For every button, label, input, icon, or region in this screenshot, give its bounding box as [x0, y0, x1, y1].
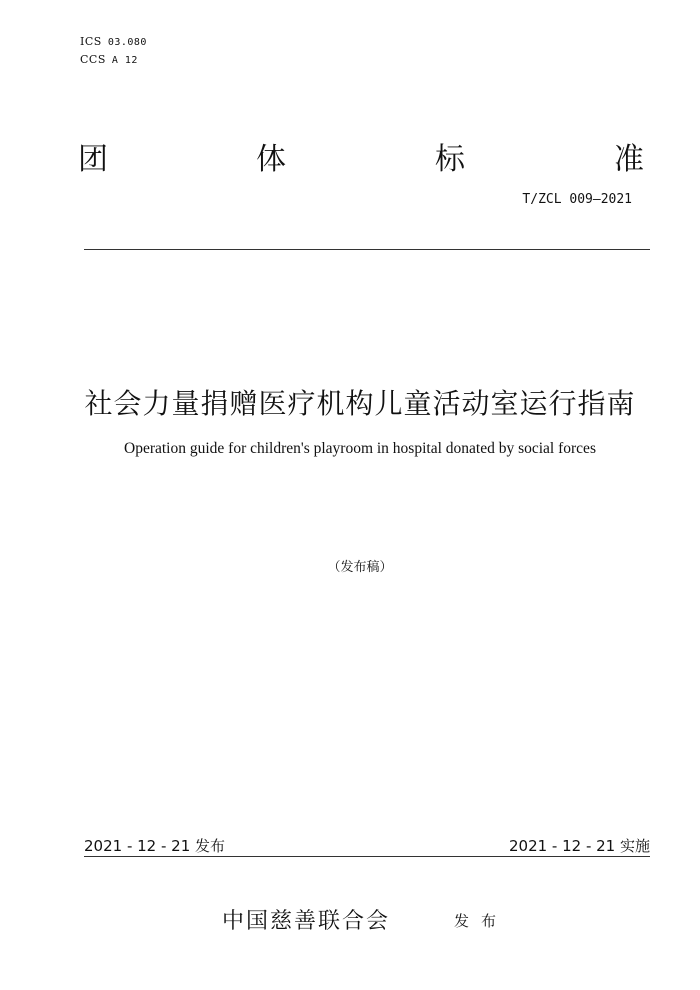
- draft-status: （发布稿）: [327, 560, 393, 575]
- group-standard-char-4: 准: [614, 142, 644, 177]
- ccs-value: A 12: [111, 55, 138, 66]
- ccs-code: [80, 53, 138, 66]
- document-title: 社会力量捐赠医疗机构儿童活动室运行指南: [84, 387, 636, 420]
- group-standard-char-3: 标: [435, 142, 465, 177]
- top-divider: [84, 249, 650, 250]
- standard-number: T/ZCL 009—2021: [522, 192, 632, 207]
- ics-code: [80, 35, 147, 48]
- ics-value: 03.080: [107, 37, 147, 48]
- ics-label: ICS: [80, 35, 102, 48]
- issuer-name: 中国慈善联合会: [222, 909, 391, 934]
- english-title: Operation guide for children's playroom in hospital donated by social forces: [124, 440, 596, 457]
- group-standard-char-2: 体: [256, 142, 286, 177]
- ccs-label: CCS: [80, 53, 106, 66]
- group-standard-char-1: 团: [78, 142, 108, 177]
- implement-date: 2021 - 12 - 21 实施: [508, 837, 650, 855]
- bottom-divider: [84, 856, 650, 857]
- issue-label: 发布: [454, 912, 509, 930]
- publish-date: 2021 - 12 - 21 发布: [84, 837, 226, 855]
